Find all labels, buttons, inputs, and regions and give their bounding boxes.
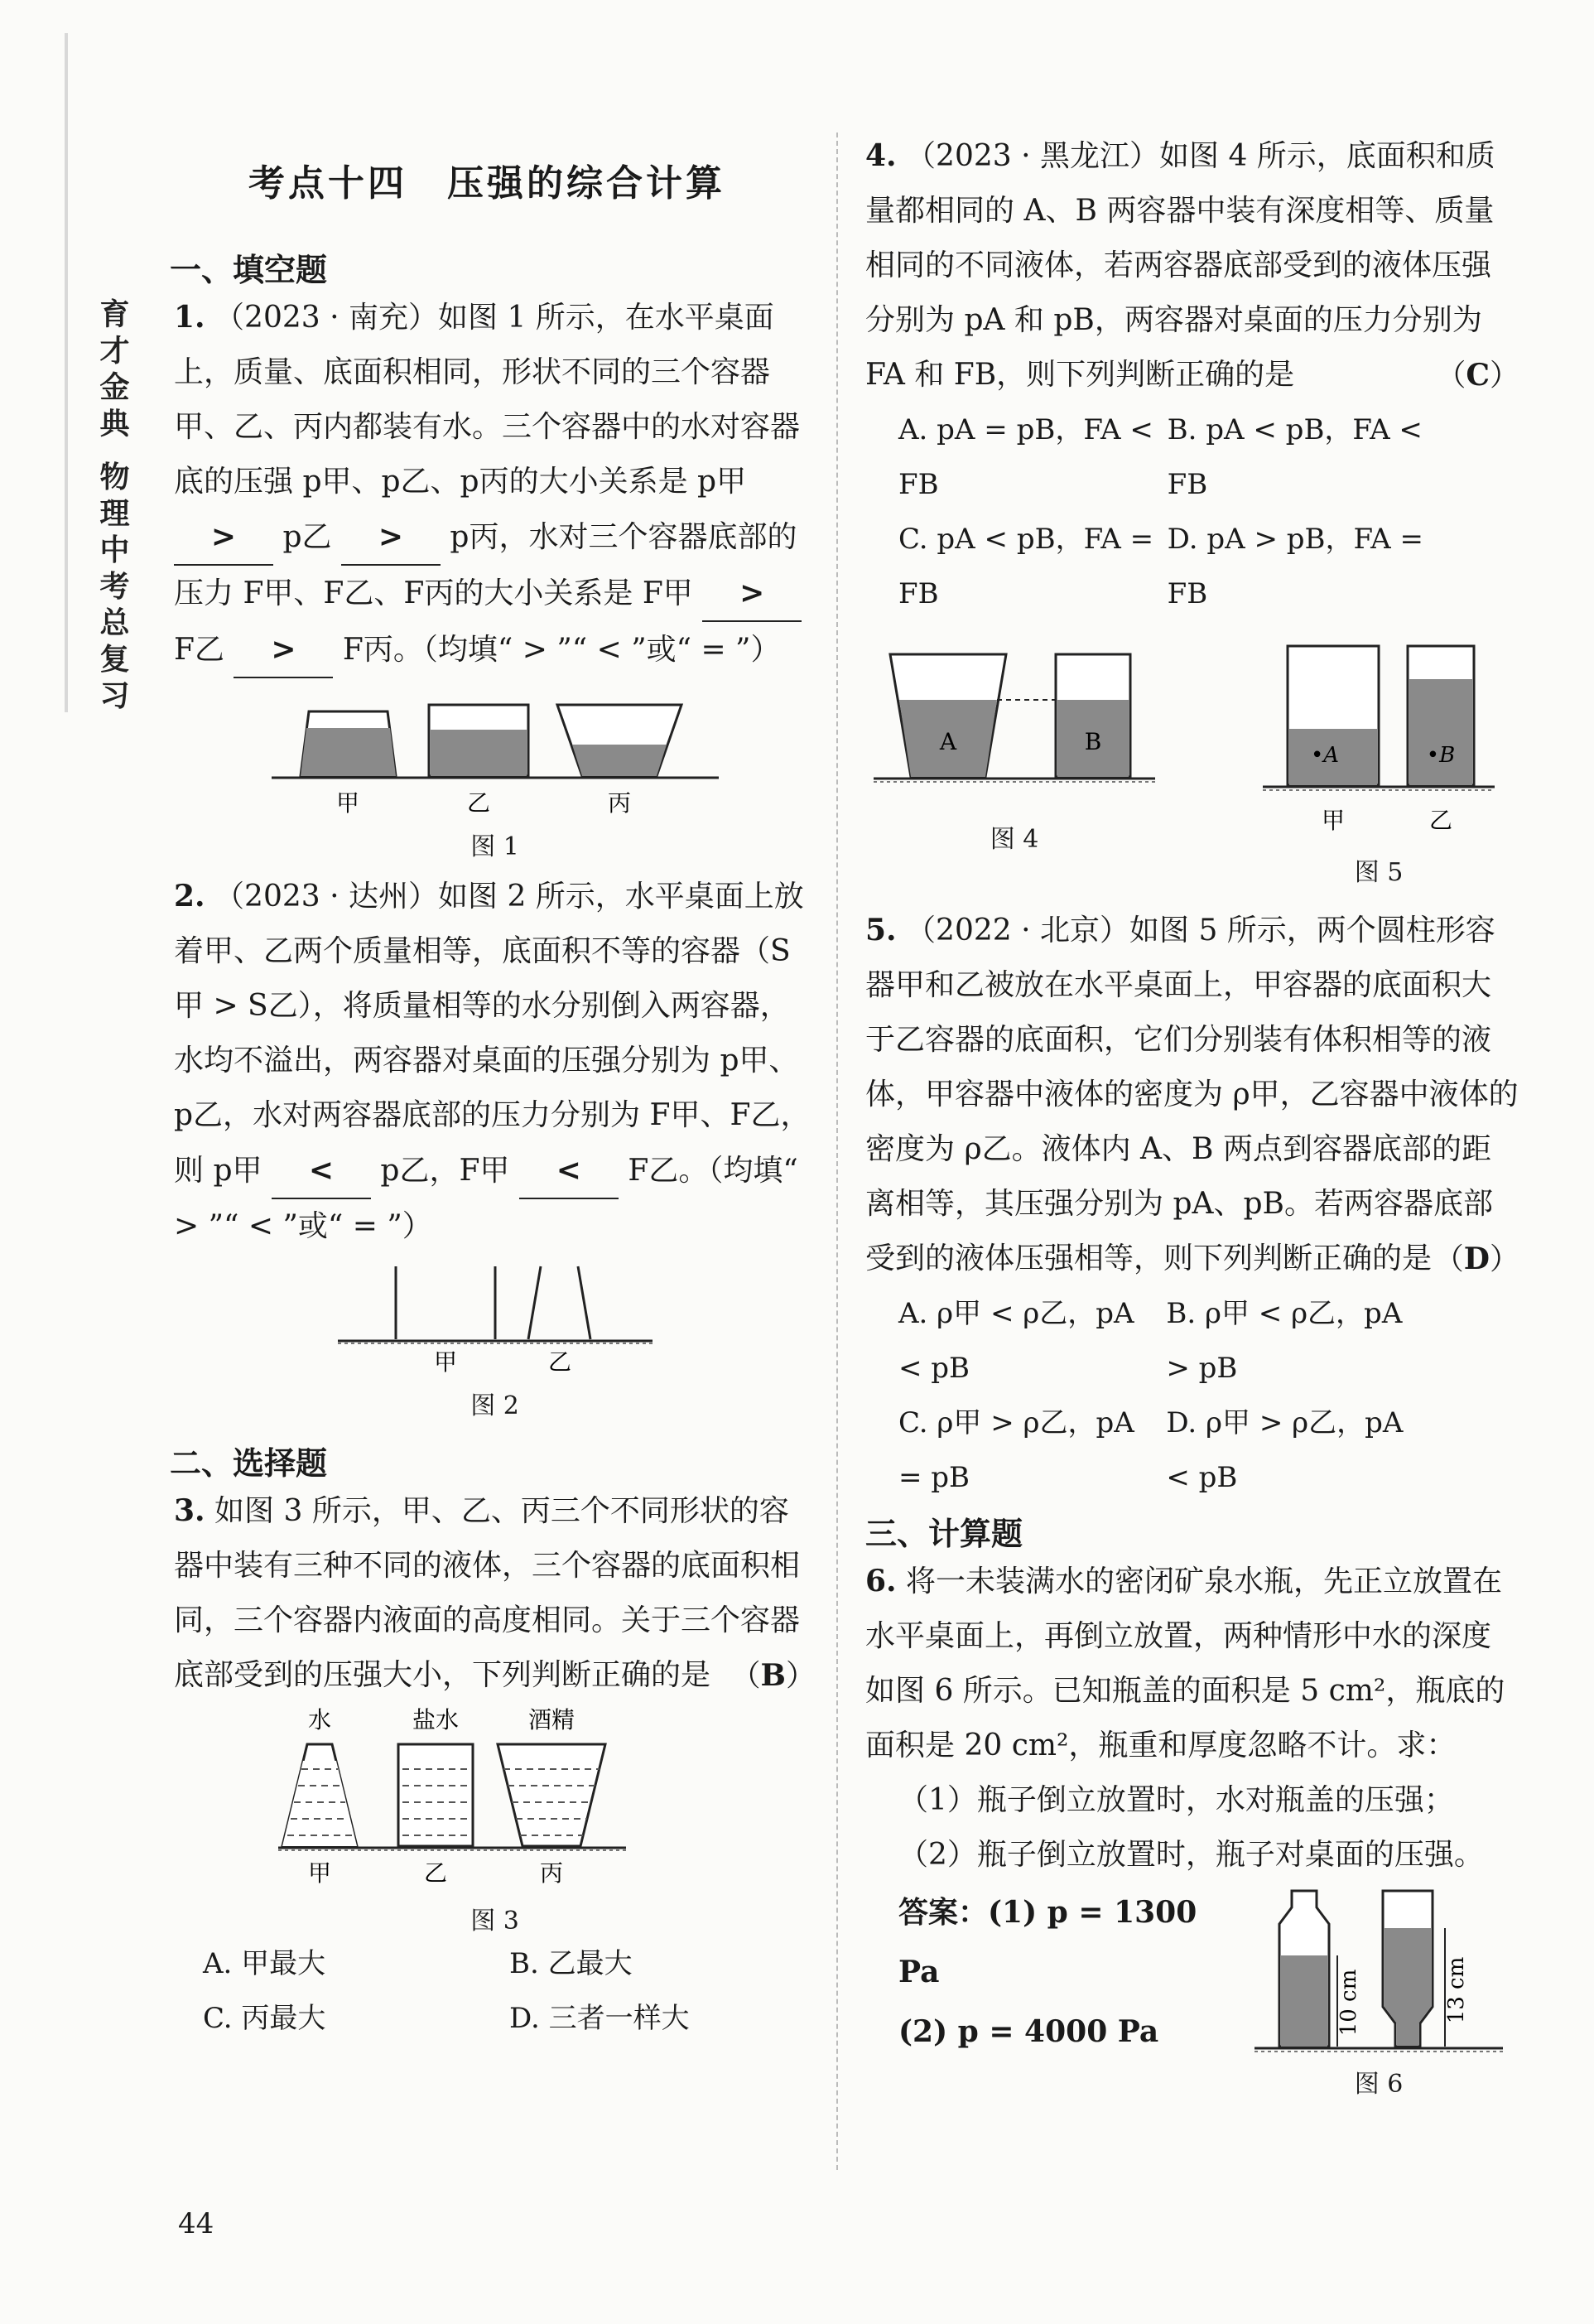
fig2-label-yi: 乙 [547,1348,571,1376]
question-6 [865,1554,1519,1773]
q1-p-jia: p甲 [697,465,747,499]
fig3-label-yi: 乙 [424,1859,448,1887]
figure-5-drawing [1254,638,1503,845]
section-calc-heading: 三、计算题 [865,1516,1023,1552]
page-title: 考点十四 压强的综合计算 [248,162,725,205]
question-3: 3. 如图 3 所示，甲、乙、丙三个不同形状的容器中装有三种不同的液体，三个容器的底面积相同，三个容器内液面的高度相同。关于三个容器底部受到的压强大小，下列判断正确的是 （B） [174,1493,816,1693]
fig2-label-jia: 甲 [433,1348,457,1376]
q3-number: 3. [174,1493,205,1528]
q3-option-b: B. 乙最大 [509,1947,633,1980]
figure-2-caption: 图 2 [470,1391,519,1420]
figure-3 [174,1703,816,1936]
page-number: 44 [178,2207,214,2240]
q6-text: 将一未装满水的密闭矿泉水瓶，先正立放置在水平桌面上，再倒立放置，两种情形中水的深度如图 6 所示。已知瓶盖的面积是 5 cm²，瓶底的面积是 20 cm²，瓶重和厚度忽略不计。求： [865,1565,1505,1762]
q4-option-b: B. pA < pB，FA < FB [1167,413,1423,501]
side-book-title: 育才金典 物理中考总复习 [95,298,129,716]
q4-text: （2023 · 黑龙江）如图 4 所示，底面积和质量都相同的 A、B 两容器中装有深度相等、质量相同的不同液体，若两容器底部受到的液体压强分别为 pA 和 pB，两容器对桌面的压力分别为 FA 和 FB，则下列判断正确的是 [865,139,1495,392]
q4-option-c: C. pA < pB，FA = FB [898,523,1154,610]
q3-option-a: A. 甲最大 [203,1947,326,1980]
q6-sub-1: （1）瓶子倒立放置时，水对瓶盖的压强； [898,1783,1454,1817]
left-column [170,244,816,2046]
q6-answer-2: (2) p = 4000 Pa [898,2014,1159,2049]
fig6-dim-10cm: 10 cm [1336,1969,1361,2037]
right-column [865,128,1519,2100]
figure-2-drawing [330,1254,661,1378]
fig5-point-b: •B [1426,743,1456,768]
figure-6-drawing [1246,1883,1511,2056]
q4-options [865,403,1436,621]
column-divider [836,133,838,2170]
q5-option-b: B. ρ甲 < ρ乙，pA > pB [1166,1297,1403,1385]
q4-answer: C [1466,358,1490,393]
figure-4-caption: 图 4 [990,825,1039,854]
q1-answer-4: > [234,622,333,678]
q1-text-3: 。（均填“ > ”“ < ”或“ = ”） [392,633,781,667]
q1-answer-1: > [174,509,273,566]
q2-text-2: p乙，F甲 [380,1154,510,1188]
q5-number: 5. [865,913,897,947]
question-5: 5. （2022 · 北京）如图 5 所示，两个圆柱形容器甲和乙被放在水平桌面上，甲容器的底面积大于乙容器的底面积，它们分别装有体积相等的液体，甲容器中液体的密度为 ρ甲，乙容器中液体的密度为 ρ乙。液体内 A、B 两点到容器底部的距离相等，其压强分别为 pA、pB。若两容器底部受到的液体压强相等，则下列判断正确的是 （D） [865,913,1519,1276]
figure-1-drawing [263,678,727,819]
q6-sub-2: （2）瓶子倒立放置时，瓶子对桌面的压强。 [898,1838,1484,1872]
fig5-label-yi: 乙 [1428,807,1453,834]
figure-5-caption: 图 5 [1354,858,1404,887]
q6-answers [865,1883,1246,2100]
fig4-label-a: A [939,728,957,755]
figure-3-caption: 图 3 [470,1907,519,1936]
q6-number: 6. [865,1564,897,1598]
q5-option-c: C. ρ甲 > ρ乙，pA = pB [898,1406,1134,1494]
q3-text: 如图 3 所示，甲、乙、丙三个不同形状的容器中装有三种不同的液体，三个容器的底面积相同，三个容器内液面的高度相同。关于三个容器底部受到的压强大小，下列判断正确的是 [174,1494,801,1692]
q2-text: （2023 · 达州）如图 2 所示，水平桌面上放着甲、乙两个质量相等，底面积不等的容器（S甲 > S乙），将质量相等的水分别倒入两容器，水均不溢出，两容器对桌面的压强分别为 p甲、p乙，水对两容器底部的压力分别为 F甲、F乙，则 p甲 [174,880,811,1188]
fig5-label-jia: 甲 [1321,807,1346,834]
figure-5 [1254,638,1503,888]
section-fill-heading: 一、填空题 [170,252,328,288]
fig3-label-jia: 甲 [308,1859,332,1887]
q5-options [865,1286,1434,1505]
fig1-label-jia: 甲 [335,789,359,817]
question-4: 4. （2023 · 黑龙江）如图 4 所示，底面积和质量都相同的 A、B 两容器中装有深度相等、质量相同的不同液体，若两容器底部受到的液体压强分别为 pA 和 pB，两容器对桌面的压力分别为 FA 和 FB，则下列判断正确的是 （C） [865,138,1519,393]
q3-options [174,1936,816,2046]
q2-answer-1: < [272,1143,371,1199]
fig3-liquid-alcohol: 酒精 [528,1706,575,1733]
fig3-label-bing: 丙 [540,1859,564,1887]
q4-option-d: D. pA > pB，FA = FB [1167,523,1423,610]
section-choice-heading: 二、选择题 [170,1445,328,1482]
fig1-label-yi: 乙 [466,789,490,817]
figure-3-drawing [270,1703,634,1893]
q5-answer: D [1463,1242,1490,1276]
q5-option-d: D. ρ甲 > ρ乙，pA < pB [1166,1406,1404,1494]
fig1-label-bing: 丙 [607,789,631,817]
margin-rule [65,33,68,712]
figure-4-drawing [865,638,1163,812]
q5-option-a: A. ρ甲 < ρ乙，pA < pB [898,1297,1134,1385]
q4-number: 4. [865,138,897,173]
q1-f-yi: F乙 [174,633,224,667]
fig3-liquid-saltwater: 盐水 [412,1706,460,1733]
q1-p-yi: p乙 [282,520,332,554]
figure-1-caption: 图 1 [470,832,519,861]
figure-6-caption: 图 6 [1354,2070,1404,2099]
question-2 [174,869,816,1254]
q6-answer-1: (1) p = 1300 Pa [898,1895,1197,1989]
q1-text: （2023 · 南充）如图 1 所示，在水平桌面上，质量、底面积相同，形状不同的三个容器甲、乙、丙内都装有水。三个容器中的水对容器底的压强 p甲、p乙、p丙的大小关系是 [174,301,801,499]
q2-answer-2: < [519,1143,619,1199]
q6-answer-area [865,1883,1519,2100]
figure-1 [174,678,816,862]
q3-option-c: C. 丙最大 [203,2002,326,2035]
q6-answer-label: 答案： [898,1895,989,1930]
q1-number: 1. [174,300,205,335]
q1-answer-2: > [341,509,441,566]
figure-4 [865,638,1163,888]
figures-4-5 [865,638,1519,888]
q1-text-2: ，水对三个容器底部的压力 F甲、F乙、F丙的大小关系是 F甲 [174,520,797,610]
q3-answer: B [760,1658,786,1693]
q3-option-d: D. 三者一样大 [509,2002,690,2035]
q4-option-a: A. pA = pB，FA < FB [898,413,1153,501]
fig3-liquid-water: 水 [308,1706,332,1733]
question-1 [174,290,816,678]
figure-6 [1246,1883,1511,2100]
q1-answer-3: > [702,566,802,622]
fig6-dim-13cm: 13 cm [1444,1956,1469,2024]
q5-text: （2022 · 北京）如图 5 所示，两个圆柱形容器甲和乙被放在水平桌面上，甲容器的底面积大于乙容器的底面积，它们分别装有体积相等的液体，甲容器中液体的密度为 ρ甲，乙容器中液体的密度为 ρ乙。液体内 A、B 两点到容器底部的距离相等，其压强分别为 pA、pB。若两容器底部受到的液体压强相等，则下列判断正确的是 [865,914,1519,1275]
q2-text-3: F乙。（均填“ > ”“ < ”或“ = ”） [174,1154,798,1243]
figure-2 [174,1254,816,1421]
q1-f-bing: F丙 [342,633,393,667]
q2-number: 2. [174,879,205,914]
fig4-label-b: B [1084,728,1102,755]
q1-p-bing: p丙 [450,520,499,554]
fig5-point-a: •A [1310,743,1340,768]
